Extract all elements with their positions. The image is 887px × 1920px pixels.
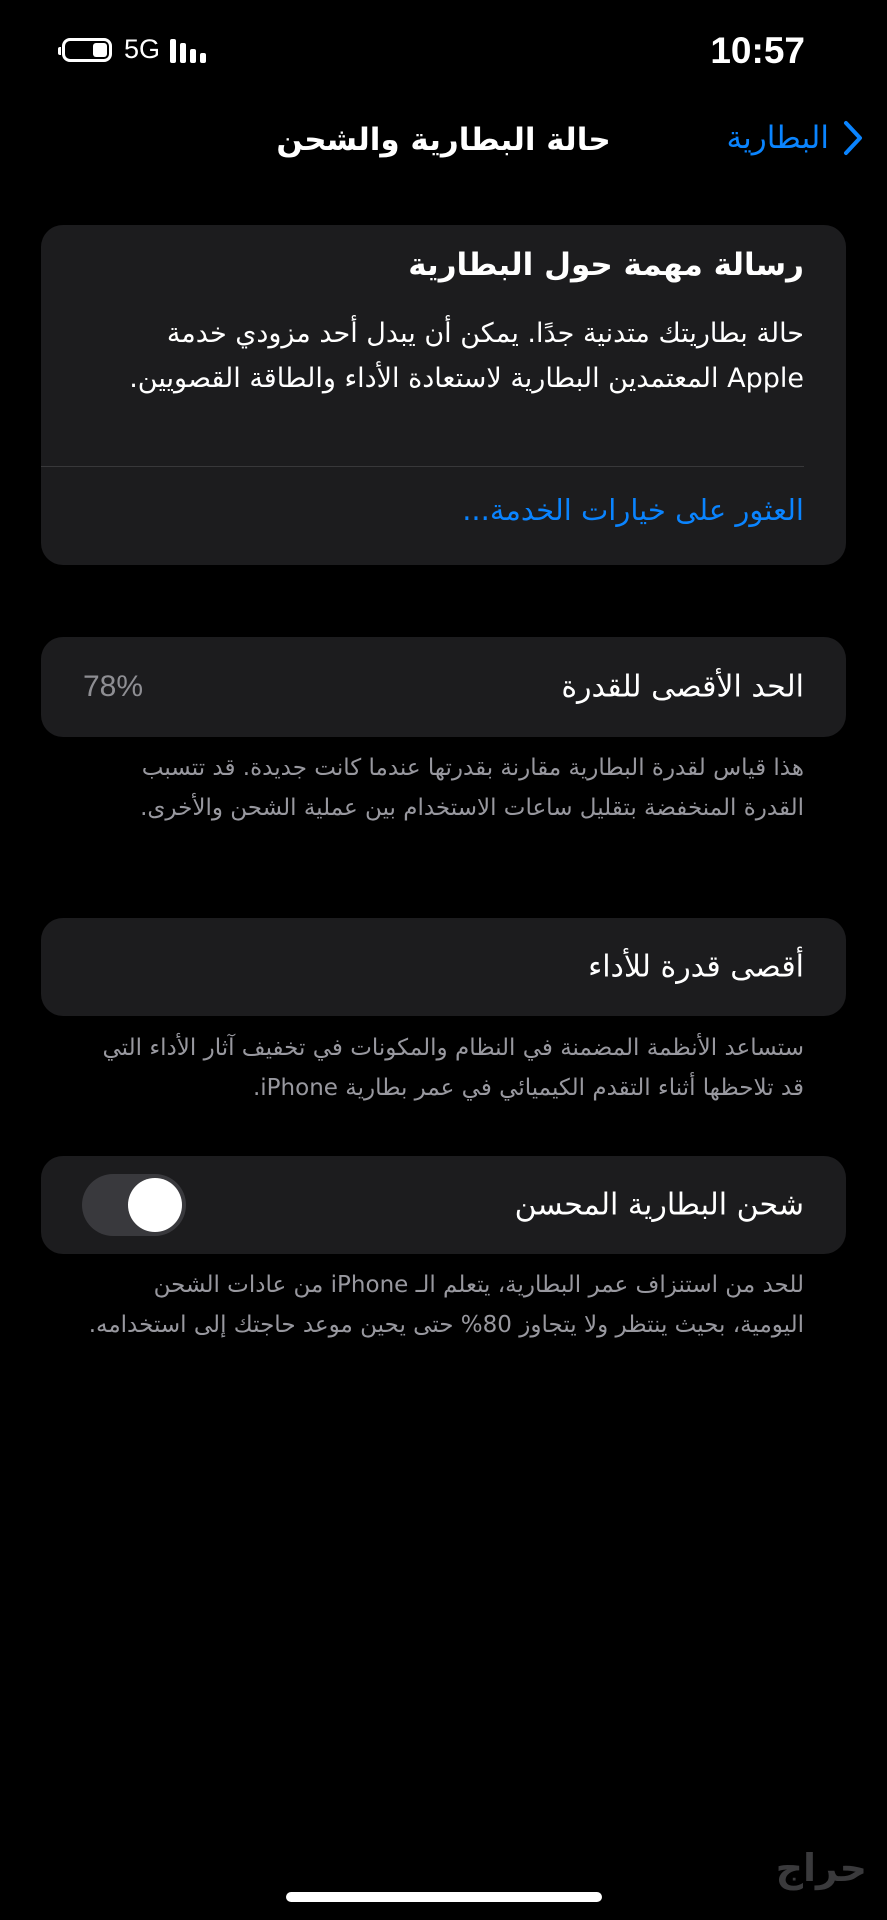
page-title: حالة البطارية والشحن xyxy=(276,122,611,158)
battery-icon xyxy=(62,38,112,62)
peak-performance-row xyxy=(41,918,846,1016)
back-button[interactable] xyxy=(726,120,863,156)
maximum-capacity-note: هذا قياس لقدرة البطارية مقارنة بقدرتها عندما كانت جديدة. قد تتسبب القدرة المنخفضة بتقليل ساعات الاستخدام بين عملية الشحن والأخرى. xyxy=(140,755,804,821)
back-button-label: البطارية xyxy=(726,120,829,156)
status-bar xyxy=(0,0,887,100)
important-message-title: رسالة مهمة حول البطارية xyxy=(408,247,804,283)
signal-bars-icon xyxy=(170,37,210,63)
optimized-charging-row xyxy=(41,1156,846,1254)
important-message-card xyxy=(41,225,846,565)
optimized-charging-note: للحد من استنزاف عمر البطارية، يتعلم الـ iPhone من عادات الشحن اليومية، بحيث ينتظر ولا يتجاوز 80% حتى يحين موعد حاجتك إلى استخدامه. xyxy=(88,1272,804,1338)
watermark-logo: حراج xyxy=(775,1846,867,1890)
toggle-knob xyxy=(128,1178,182,1232)
maximum-capacity-label: الحد الأقصى للقدرة xyxy=(561,669,804,705)
find-service-options-link[interactable]: العثور على خيارات الخدمة... xyxy=(462,493,804,527)
peak-performance-label: أقصى قدرة للأداء xyxy=(588,949,804,985)
status-indicators xyxy=(56,34,210,65)
status-time: 10:57 xyxy=(710,30,805,71)
optimized-charging-toggle[interactable] xyxy=(82,1174,186,1236)
maximum-capacity-value: 78% xyxy=(83,670,144,703)
important-message-body: حالة بطاريتك متدنية جدًا. يمكن أن يبدل أحد مزودي خدمة Apple المعتمدين البطارية لاستعادة الأداء والطاقة القصويين. xyxy=(129,318,804,394)
divider xyxy=(41,466,804,467)
navigation-bar xyxy=(0,110,887,180)
peak-performance-note: ستساعد الأنظمة المضمنة في النظام والمكونات في تخفيف آثار الأداء التي قد تلاحظها أثناء التقدم الكيميائي في عمر بطارية iPhone. xyxy=(102,1035,804,1101)
home-indicator[interactable] xyxy=(286,1892,602,1902)
network-type: 5G xyxy=(124,34,161,64)
maximum-capacity-row xyxy=(41,637,846,737)
chevron-left-icon xyxy=(843,120,863,156)
optimized-charging-label: شحن البطارية المحسن xyxy=(514,1187,804,1223)
